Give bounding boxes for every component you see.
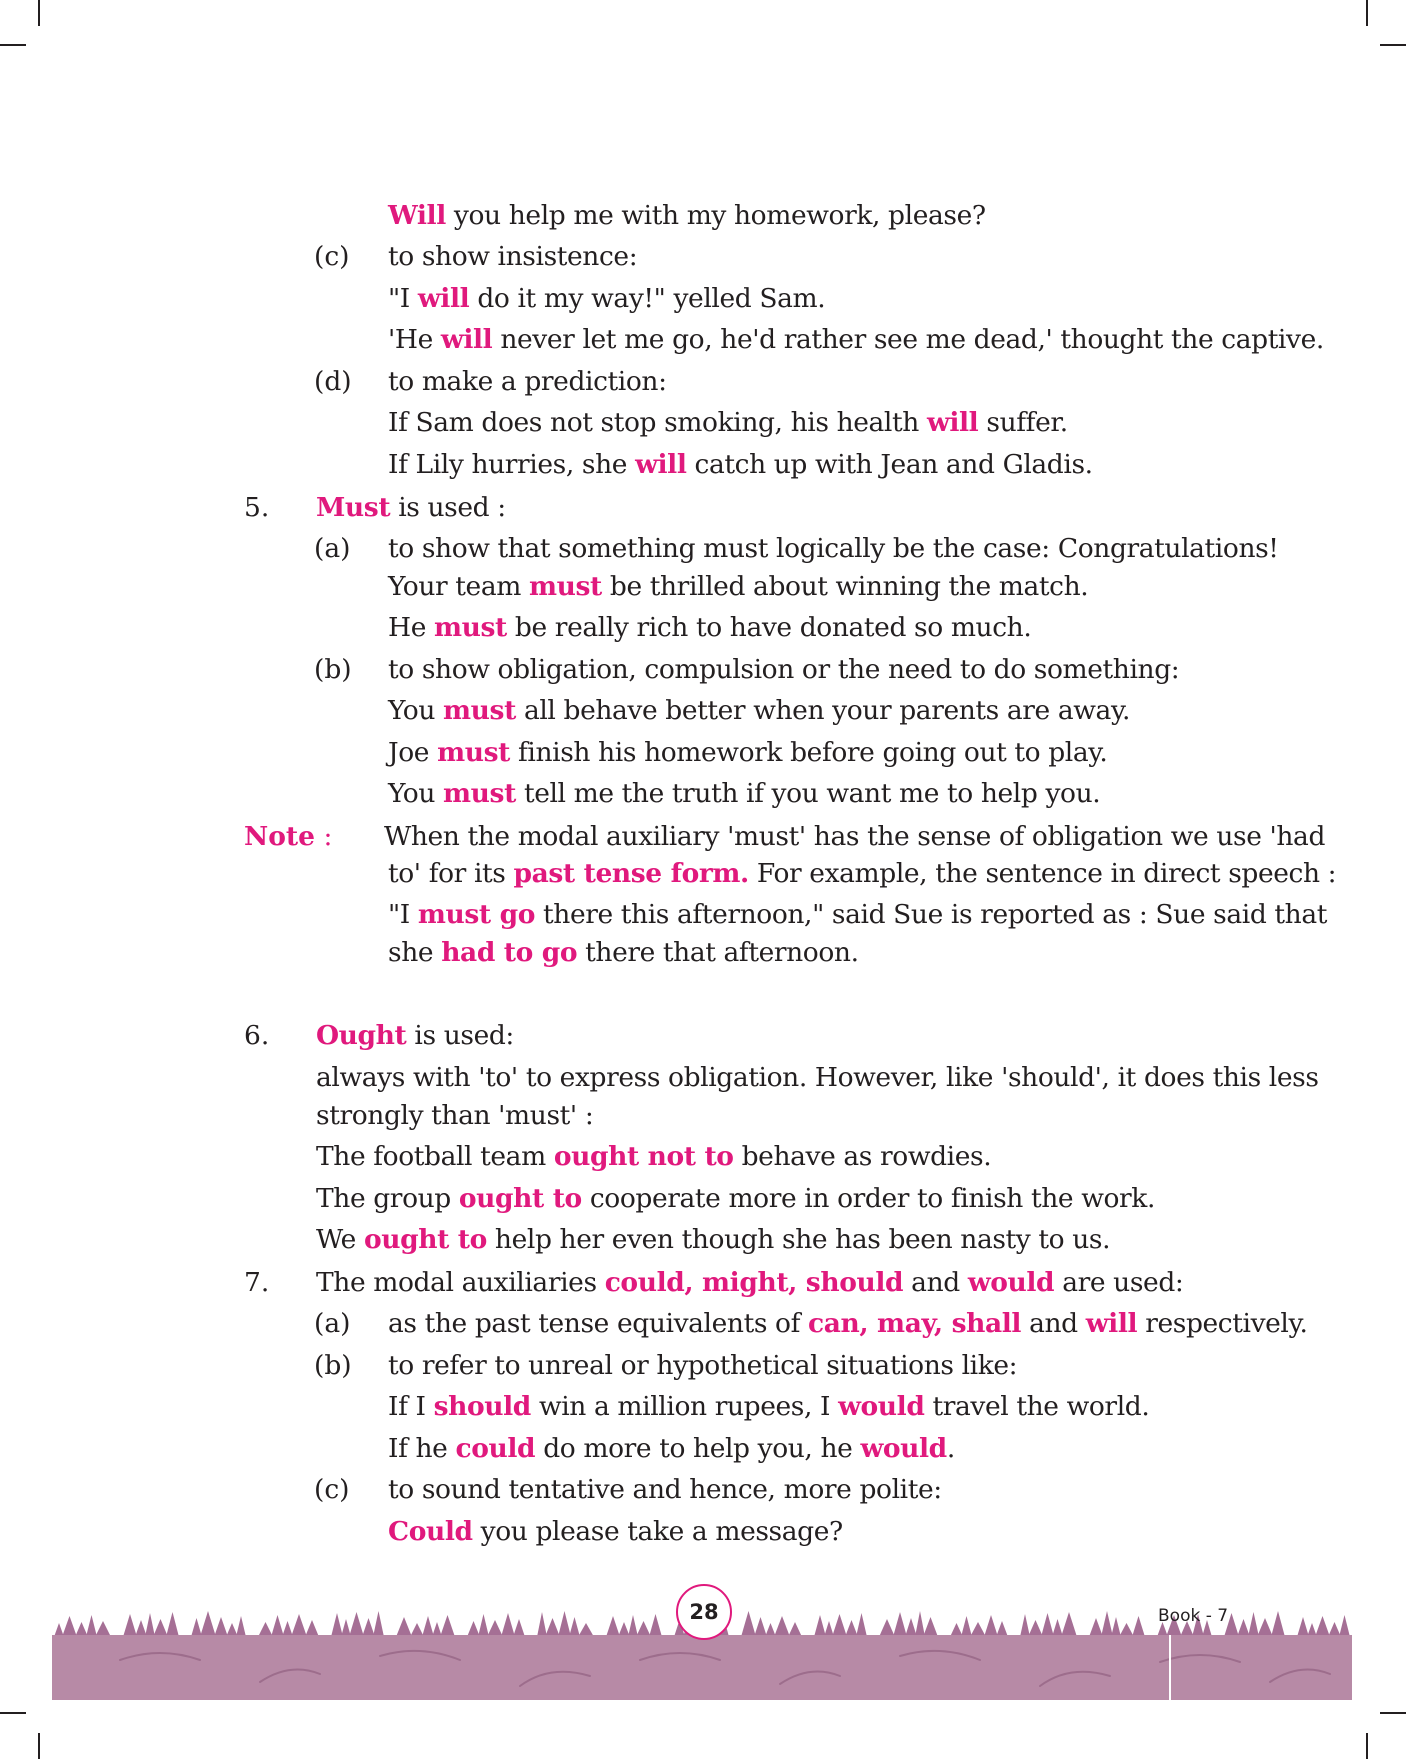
text-span: If I	[388, 1391, 434, 1422]
text-line	[316, 1140, 991, 1174]
item-number-5: 5.	[244, 492, 270, 523]
text-span: If he	[388, 1433, 456, 1464]
tree-shape	[606, 1616, 620, 1637]
tree-shape	[95, 1621, 111, 1637]
highlight-term: would	[838, 1391, 925, 1422]
tree-shape	[478, 1614, 489, 1637]
text-line	[388, 936, 859, 970]
text-span: finish his homework before going out to play.	[509, 737, 1108, 768]
tree-shape	[636, 1621, 651, 1637]
text-span: "I	[388, 899, 418, 930]
text-span: Joe	[388, 737, 438, 768]
text-span: "I	[388, 283, 418, 314]
tree-shape	[258, 1622, 273, 1637]
text-span: to show that something must logically be the case: Congratulations!	[388, 533, 1279, 564]
item-label-b: (b)	[314, 654, 352, 685]
text-span: and	[1021, 1308, 1086, 1339]
highlight-term: will	[926, 407, 979, 438]
highlight-term: ought to	[363, 1224, 487, 1255]
highlight-term: can, may, shall	[808, 1308, 1022, 1339]
item-label-a: (a)	[314, 1308, 351, 1339]
tree-shape	[950, 1623, 963, 1637]
text-span: travel the world.	[924, 1391, 1150, 1422]
text-span: to show obligation, compulsion or the need to do something:	[388, 654, 1180, 685]
tree-shape	[226, 1623, 238, 1637]
text-line	[388, 653, 1179, 687]
text-span: For example, the sentence in direct speech :	[748, 858, 1337, 889]
highlight-term: Ought	[316, 1020, 407, 1051]
tree-shape	[961, 1616, 972, 1637]
text-line	[388, 1432, 955, 1466]
tree-shape	[214, 1617, 228, 1637]
item-label-c: (c)	[314, 241, 350, 272]
tree-shape	[191, 1618, 202, 1637]
text-span: catch up with Jean and Gladis.	[686, 449, 1093, 480]
text-line	[388, 736, 1107, 770]
highlight-term: must go	[417, 899, 535, 930]
text-span: be really rich to have donated so much.	[506, 612, 1032, 643]
text-line	[316, 491, 506, 525]
item-label-a: (a)	[314, 533, 351, 564]
highlight-term: must	[437, 737, 510, 768]
text-line	[388, 777, 1100, 811]
text-span: We	[316, 1224, 364, 1255]
item-number-7: 7.	[244, 1267, 270, 1298]
text-line	[388, 282, 825, 316]
text-span: tell me the truth if you want me to help you.	[515, 778, 1101, 809]
text-span: help her even though she has been nasty to us.	[486, 1224, 1111, 1255]
tree-shape	[845, 1620, 858, 1637]
tree-shape	[341, 1619, 351, 1637]
tree-shape	[362, 1618, 375, 1637]
highlight-term: ought not to	[553, 1141, 734, 1172]
text-line	[388, 532, 1279, 566]
text-span: do it my way!" yelled Sam.	[469, 283, 826, 314]
text-span: to refer to unreal or hypothetical situations like:	[388, 1350, 1018, 1381]
text-span: strongly than 'must' :	[316, 1100, 594, 1131]
tree-shape	[1061, 1612, 1077, 1637]
text-span: win a million rupees, I	[530, 1391, 839, 1422]
text-line	[388, 1515, 843, 1549]
text-line	[388, 240, 637, 274]
tree-shape	[1328, 1622, 1341, 1637]
text-span: is used :	[390, 492, 506, 523]
tree-shape	[1028, 1620, 1043, 1637]
highlight-term: must	[443, 695, 516, 726]
tree-shape	[54, 1623, 64, 1637]
text-span: she	[388, 937, 442, 968]
tree-shape	[166, 1612, 179, 1637]
text-line	[316, 1266, 1183, 1300]
tree-shape	[996, 1621, 1008, 1637]
highlight-term: must	[434, 612, 507, 643]
tree-shape	[62, 1616, 77, 1637]
text-line	[316, 1182, 1155, 1216]
tree-shape	[649, 1614, 662, 1637]
highlight-term: past tense form.	[513, 858, 749, 889]
tree-shape	[1315, 1616, 1330, 1637]
item-number-6: 6.	[244, 1020, 270, 1051]
text-span: behave as rowdies.	[733, 1141, 992, 1172]
tree-shape	[1257, 1618, 1273, 1637]
text-span: If Sam does not stop smoking, his health	[388, 407, 927, 438]
highlight-term: will	[440, 324, 493, 355]
tree-shape	[467, 1621, 480, 1637]
tree-shape	[923, 1617, 938, 1637]
text-span: all behave better when your parents are away.	[515, 695, 1131, 726]
text-line	[388, 898, 1327, 932]
text-line	[388, 323, 1324, 357]
tree-shape	[75, 1622, 88, 1637]
text-span: always with 'to' to express obligation. However, like 'should', it does this less	[316, 1062, 1319, 1093]
tree-shape	[396, 1617, 412, 1637]
tree-shape	[373, 1611, 384, 1637]
text-line	[316, 1061, 1319, 1095]
highlight-term: must	[529, 571, 602, 602]
text-span: respectively.	[1137, 1308, 1308, 1339]
tree-shape	[569, 1617, 580, 1637]
item-label-c: (c)	[314, 1474, 350, 1505]
highlight-term: should	[433, 1391, 531, 1422]
tree-shape	[905, 1618, 917, 1637]
tree-shape	[774, 1616, 790, 1637]
text-line	[388, 1473, 942, 1507]
tree-shape	[200, 1611, 216, 1637]
text-span: do more to help you, he	[535, 1433, 861, 1464]
text-line	[388, 1307, 1308, 1341]
crop-mark	[1380, 1712, 1406, 1714]
text-line	[388, 611, 1031, 645]
item-label-b: (b)	[314, 1350, 352, 1381]
tree-shape	[741, 1611, 756, 1637]
tree-shape	[501, 1613, 515, 1637]
text-line	[388, 406, 1068, 440]
tree-shape	[1271, 1611, 1285, 1637]
text-span: never let me go, he'd rather see me dead,' thought the captive.	[492, 324, 1324, 355]
tree-shape	[1248, 1612, 1259, 1637]
crop-mark	[0, 1712, 26, 1714]
text-span: to sound tentative and hence, more polite:	[388, 1474, 942, 1505]
tree-shape	[1052, 1619, 1063, 1637]
tree-shape	[765, 1623, 776, 1637]
tree-shape	[1041, 1613, 1054, 1637]
text-span: to make a prediction:	[388, 366, 667, 397]
tree-shape	[487, 1620, 503, 1637]
highlight-term: Could	[388, 1516, 473, 1547]
page-number: 28	[676, 1584, 732, 1640]
highlight-term: will	[1085, 1308, 1138, 1339]
highlight-term: will	[417, 283, 470, 314]
tree-shape	[856, 1613, 867, 1637]
text-span: The football team	[316, 1141, 554, 1172]
text-line	[388, 199, 986, 233]
tree-shape	[628, 1615, 638, 1637]
text-span: When the modal auxiliary 'must' has the sense of obligation we use 'had	[384, 821, 1326, 852]
text-line	[388, 365, 667, 399]
text-line	[388, 1349, 1017, 1383]
highlight-term: must	[443, 778, 516, 809]
crop-mark	[38, 1733, 40, 1759]
tree-shape	[558, 1611, 571, 1637]
text-span: there this afternoon," said Sue is reported as : Sue said that	[535, 899, 1327, 930]
tree-shape	[1339, 1615, 1350, 1637]
tree-shape	[422, 1616, 434, 1637]
text-line	[316, 1223, 1110, 1257]
tree-shape	[1307, 1623, 1317, 1637]
tree-shape	[440, 1615, 455, 1637]
text-line	[316, 1019, 514, 1053]
tree-shape	[1089, 1618, 1103, 1637]
tree-shape	[824, 1621, 834, 1637]
text-span: be thrilled about winning the match.	[601, 571, 1089, 602]
tree-shape	[788, 1622, 802, 1637]
text-line	[384, 820, 1325, 854]
text-line	[388, 570, 1088, 604]
crop-mark	[0, 44, 26, 46]
tree-shape	[410, 1623, 424, 1637]
tree-shape	[513, 1619, 525, 1637]
highlight-term: would	[967, 1267, 1055, 1298]
tree-shape	[618, 1622, 630, 1637]
tree-shape	[86, 1615, 97, 1637]
tree-shape	[1132, 1616, 1145, 1637]
highlight-term: would	[860, 1433, 947, 1464]
tree-shape	[1119, 1623, 1134, 1637]
tree-shape	[271, 1615, 284, 1637]
text-span: and	[903, 1267, 968, 1298]
text-span: If Lily hurries, she	[388, 449, 636, 480]
text-line	[388, 448, 1093, 482]
tree-shape	[1237, 1619, 1250, 1637]
tree-shape	[1111, 1617, 1121, 1637]
crop-mark	[1366, 0, 1368, 26]
tree-shape	[145, 1613, 155, 1637]
text-span: to' for its	[388, 858, 514, 889]
note-colon: :	[323, 821, 333, 852]
text-span: .	[946, 1433, 955, 1464]
text-span: The group	[316, 1183, 459, 1214]
tree-shape	[879, 1619, 895, 1637]
highlight-term: Must	[316, 492, 391, 523]
text-span: You	[388, 695, 444, 726]
tree-shape	[537, 1612, 547, 1637]
note-label	[244, 820, 332, 854]
tree-shape	[832, 1614, 847, 1637]
tree-shape	[153, 1619, 168, 1637]
highlight-term: could	[455, 1433, 536, 1464]
tree-shape	[754, 1617, 767, 1637]
text-span: there that afternoon.	[577, 937, 859, 968]
tree-shape	[1297, 1617, 1309, 1637]
crop-mark	[38, 0, 40, 26]
text-line	[316, 1099, 593, 1133]
text-span: are used:	[1054, 1267, 1184, 1298]
text-span: cooperate more in order to finish the work.	[581, 1183, 1155, 1214]
tree-shape	[1020, 1614, 1030, 1637]
book-label: Book - 7	[1158, 1606, 1229, 1626]
text-line	[388, 694, 1130, 728]
highlight-term: ought to	[458, 1183, 582, 1214]
text-line	[388, 857, 1336, 891]
note-word: Note	[244, 821, 315, 852]
highlight-term: Will	[388, 200, 446, 231]
tree-shape	[432, 1622, 442, 1637]
tree-shape	[291, 1614, 307, 1637]
tree-shape	[1101, 1611, 1113, 1637]
tree-shape	[814, 1615, 826, 1637]
text-span: He	[388, 612, 435, 643]
crop-mark	[1366, 1733, 1368, 1759]
tree-shape	[305, 1620, 319, 1637]
text-span: The modal auxiliaries	[316, 1267, 605, 1298]
tree-shape	[123, 1614, 137, 1637]
tree-shape	[135, 1620, 147, 1637]
crop-mark	[1380, 44, 1406, 46]
text-span: you please take a message?	[472, 1516, 843, 1547]
tree-shape	[984, 1615, 998, 1637]
text-span: you help me with my homework, please?	[445, 200, 986, 231]
highlight-term: will	[635, 449, 687, 480]
highlight-term: had to go	[441, 937, 578, 968]
text-span: suffer.	[978, 407, 1068, 438]
text-span: Your team	[388, 571, 529, 602]
tree-shape	[331, 1613, 343, 1637]
text-line	[388, 1390, 1149, 1424]
tree-shape	[970, 1622, 986, 1637]
item-label-d: (d)	[314, 366, 352, 397]
tree-shape	[545, 1618, 560, 1637]
tree-shape	[915, 1611, 925, 1637]
tree-shape	[349, 1612, 364, 1637]
tree-shape	[893, 1612, 907, 1637]
highlight-term: could, might, should	[604, 1267, 904, 1298]
text-span: You	[388, 778, 444, 809]
tree-shape	[282, 1621, 293, 1637]
tree-shape	[578, 1623, 594, 1637]
tree-shape	[236, 1616, 246, 1637]
text-span: is used:	[406, 1020, 514, 1051]
text-span: 'He	[388, 324, 441, 355]
text-span: as the past tense equivalents of	[388, 1308, 809, 1339]
text-span: to show insistence:	[388, 241, 638, 272]
